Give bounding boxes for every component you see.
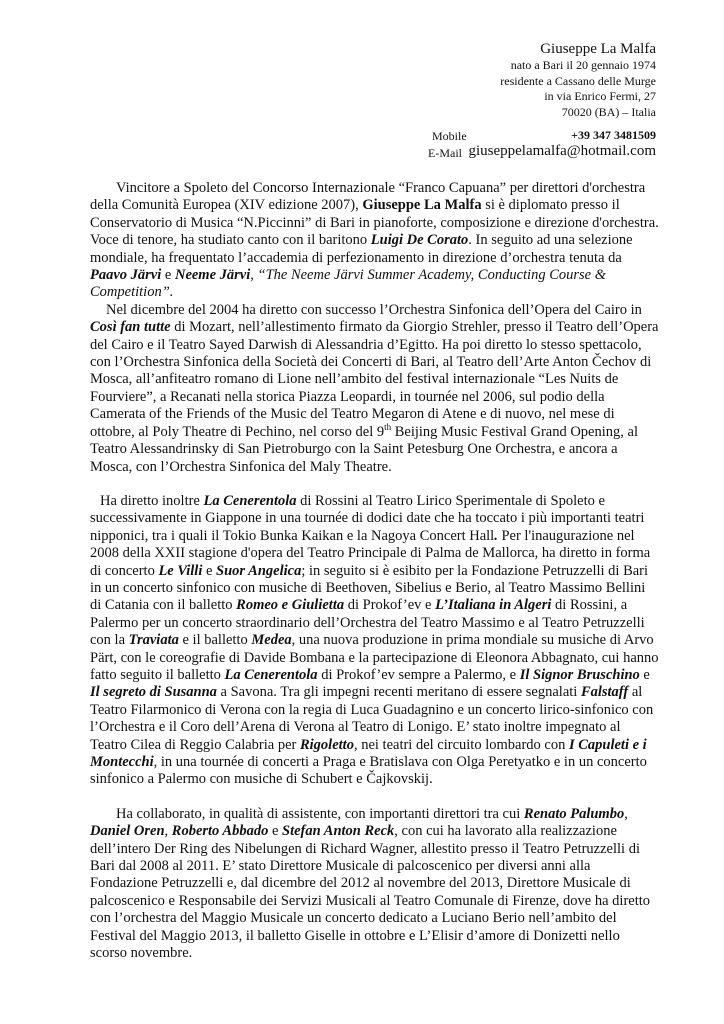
text-run: ; in seguito si è esibito per la Fondazione Petruzzelli di Bari in un concerto sinfonico con musiche di Beethoven, Sibelius e Berio, al Teatro Massimo Bellini di Catania con il balletto — [90, 562, 649, 614]
email-address: giuseppelamalfa@hotmail.com — [468, 143, 656, 159]
paragraph-assistant — [90, 806, 660, 963]
opera-title: Romeo e Giulietta — [236, 597, 345, 614]
opera-title: Così fan tutte — [90, 319, 171, 336]
text-run: e — [268, 823, 283, 840]
name-highlight: Paavo Järvi — [90, 267, 162, 284]
opera-title: Traviata — [128, 632, 179, 649]
opera-title: Rigoletto — [299, 736, 354, 753]
text-run: . — [494, 527, 498, 544]
text-run: Per l'inaugurazione nel 2008 della XXII stagione d'opera del Teatro Principale di Palma de Mallorca, ha diretto in forma di concerto — [90, 527, 651, 579]
opera-title: Suor Angelica — [216, 562, 302, 579]
text-run: Ha diretto inoltre — [100, 492, 204, 509]
paragraph-repertoire — [90, 493, 660, 789]
name-highlight: Roberto Abbado — [171, 823, 269, 840]
text-run: si è diplomato presso il Conservatorio di Musica “N.Piccinni” di Bari in pianoforte, composizione e direzione d'orchestra. Voce di tenore, ha studiato canto con il baritono — [90, 197, 659, 249]
mobile-row — [428, 128, 656, 144]
text-run: Nel dicembre del 2004 ha diretto con successo l’Orchestra Sinfonica dell’Opera del Cairo in — [106, 301, 642, 318]
text-run: e — [639, 666, 650, 683]
address-line-residence: residente a Cassano delle Murge — [500, 73, 656, 88]
email-label: E-Mail — [428, 146, 462, 160]
address-line-postal: 70020 (BA) – Italia — [561, 104, 656, 119]
opera-title: Medea — [251, 632, 292, 649]
text-run: , — [250, 267, 258, 284]
biography-body — [90, 180, 660, 962]
opera-title: Le Villi — [158, 562, 203, 579]
opera-title: La Cenerentola — [203, 492, 297, 509]
opera-title: Falstaff — [580, 684, 629, 701]
text-run: di Prokof’ev e — [344, 597, 436, 614]
text-run: , con cui ha lavorato alla realizzazione dell’intero Der Ring des Nibelungen di Richard Wagner, allestito presso il Teatro Petruzzelli di Bari dal 2008 al 2011. E’ stato Direttore Musicale di palcoscenico per diversi anni alla Fondazione Petruzzelli e, dal dicembre del 2012 al novembre del 2013, Direttore Musicale di palcoscenico e Responsabile dei Servizi Musicali al Teatro Comunale di Firenze, dove ha diretto con l’orchestra del Maggio Musicale un concerto dedicato a Luciano Berio nell’ambito del Festival del Maggio 2013, il balletto Giselle in ottobre e L’Elisir d’amore di Donizetti nello scorso novembre. — [90, 823, 651, 962]
text-run: , — [164, 823, 172, 840]
text-run: di Prokof’ev sempre a Palermo, e — [317, 666, 520, 683]
name-highlight: Neeme Järvi — [174, 267, 251, 284]
academy-title: “The Neeme Järvi Summer Academy, Conducting Course & Competition” — [90, 267, 607, 301]
name-highlight: Stefan Anton Reck — [282, 823, 395, 840]
text-run: Ha collaborato, in qualità di assistente, con importanti direttori tra cui — [116, 805, 524, 822]
opera-title: Il segreto di Susanna — [90, 684, 217, 701]
ordinal-suffix: th — [384, 421, 392, 432]
name-highlight: Daniel Oren — [90, 823, 165, 840]
text-run: a Savona. Tra gli impegni recenti meritano di essere segnalati — [216, 684, 581, 701]
text-run: , — [624, 805, 628, 822]
text-run: . — [169, 284, 174, 301]
text-run: di Rossini al Teatro Lirico Sperimentale di Spoleto e successivamente in Giappone in una tournée di dodici date che ha toccato i più importanti teatri nipponici, tra i quali il Tokio Bunka Kaikan e la Nagoya Concert Hall — [90, 492, 645, 544]
text-run: di Rossini, a Palermo per un concerto straordinario dell’Orchestra del Teatro Massimo e al Teatro Petruzzelli con la — [90, 597, 645, 649]
text-run: Beijing Music Festival Grand Opening, al Teatro Alessandrinsky di San Pietroburgo con la Saint Petesburg One Orchestra, e ancora a Mosca, con l’Orchestra Sinfonica del Maly Theatre. — [90, 423, 638, 475]
text-run: al Teatro Filarmonico di Verona con la regia di Luca Guadagnino e un concerto lirico-sinfonico con l’Orchestra e il Coro dell’Arena di Verona al Teatro di Lonigo. E’ stato inoltre impegnato al Teatro Cilea di Reggio Calabria per — [90, 684, 654, 753]
text-run: , nei teatri del circuito lombardo con — [353, 736, 569, 753]
mobile-label: Mobile — [432, 129, 467, 143]
text-run: Vincitore a Spoleto del Concorso Internazionale “Franco Capuana” per direttori d'orchestra della Comunità Europea (XIV edizione 2007), — [90, 180, 646, 214]
email-row — [428, 144, 656, 160]
text-run: . In seguito ad una selezione mondiale, ha frequentato l’accademia di perfezionamento in direzione d’orchestra tenuta da — [90, 232, 633, 266]
opera-title: La Cenerentola — [224, 666, 318, 683]
address-line-birth: nato a Bari il 20 gennaio 1974 — [510, 58, 656, 72]
text-run: e il balletto — [178, 632, 252, 649]
text-run: , in una tournée di concerti a Praga e Bratislava con Olga Peretyatko e in un concerto sinfonico a Palermo con musiche di Schubert e Čajkovskij. — [90, 754, 647, 788]
name-highlight: Renato Palumbo — [523, 805, 625, 822]
paragraph-cairo — [90, 302, 660, 476]
author-name: Giuseppe La Malfa — [540, 41, 656, 57]
opera-title: Il Signor Bruschino — [519, 666, 640, 683]
address-line-street: in via Enrico Fermi, 27 — [544, 89, 656, 103]
contact-block — [428, 128, 656, 160]
text-run: di Mozart, nell’allestimento firmato da Giorgio Strehler, presso il Teatro dell’Opera del Cairo e il Teatro Sayed Darwish di Alessandria d’Egitto. Ha poi diretto lo stesso spettacolo, con l’Orchestra Sinfonica della Società dei Concerti di Bari, al Teatro dell’Arte Anton Čechov di Mosca, all’anfiteatro romano di Lione nell’ambito del festival internazionale “Les Nuits de Fourviere”, a Recanati nella storica Piazza Leopardi, in tournée nel 2006, sul podio della Camerata of the Friends of the Music del Teatro Megaron di Atene e di nuovo, nel mese di ottobre, al Poly Theatre di Pechino, nel corso del 9 — [90, 319, 659, 440]
text-run: , una nuova produzione in prima mondiale su musiche di Arvo Pärt, con le coreografie di Davide Bombana e la partecipazione di Eleonora Abbagnato, cui hanno fatto seguito il balletto — [90, 632, 659, 683]
letterhead — [500, 40, 656, 120]
opera-title: L’Italiana in Algeri — [435, 597, 552, 614]
mobile-number: +39 347 3481509 — [571, 128, 656, 142]
opera-title: I Capuleti e i Montecchi — [90, 736, 647, 770]
paragraph-competition — [90, 180, 660, 302]
name-highlight: Luigi De Corato — [370, 232, 469, 249]
name-highlight: Giuseppe La Malfa — [362, 197, 482, 214]
text-run: e — [161, 267, 175, 284]
text-run: e — [202, 562, 217, 579]
